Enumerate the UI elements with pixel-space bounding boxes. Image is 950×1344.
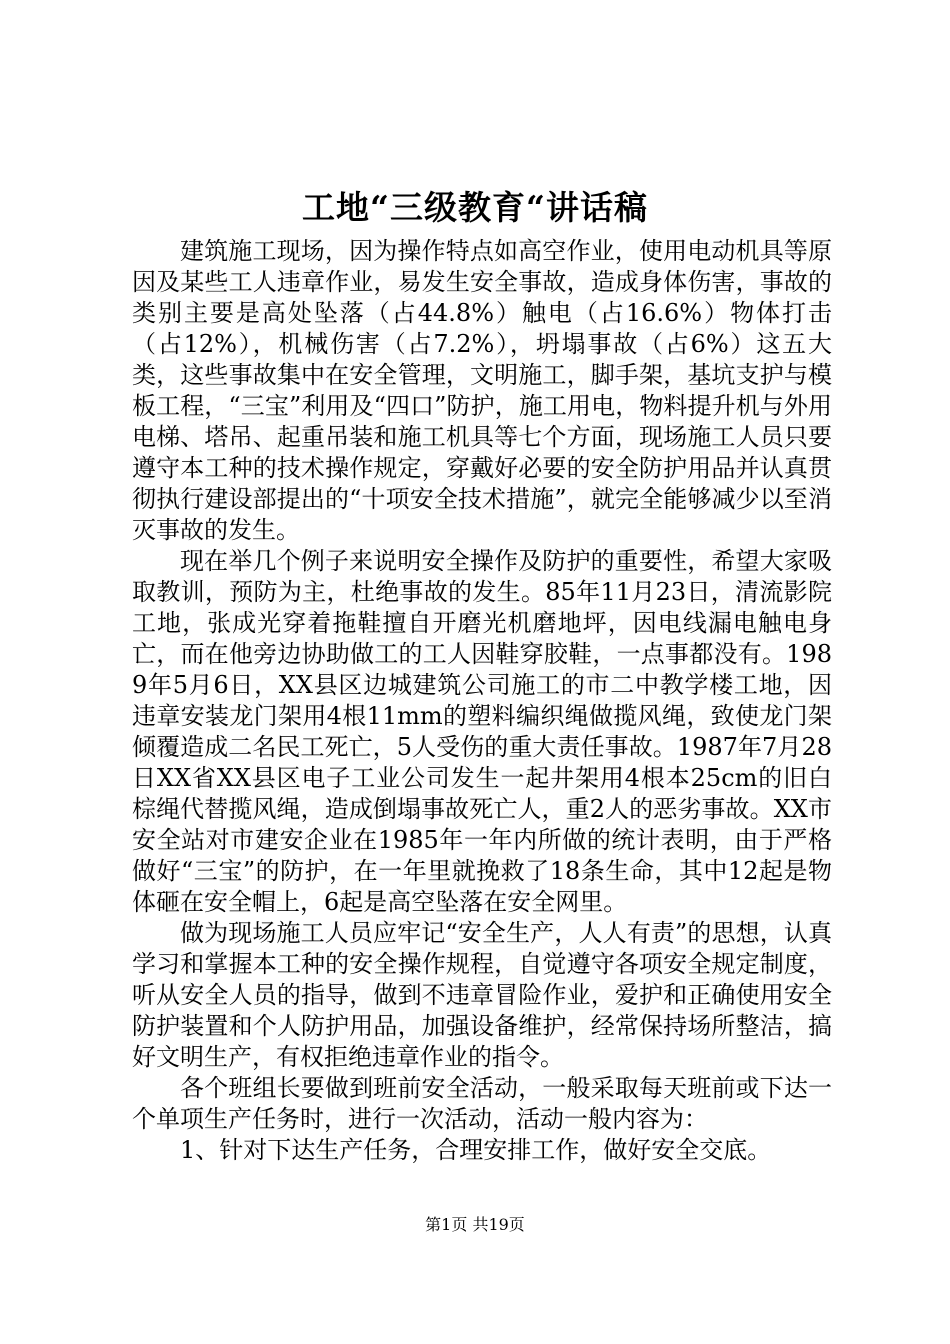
paragraph-accident-examples: 现在举几个例子来说明安全操作及防护的重要性，希望大家吸取教训，预防为主，杜绝事故的发生。85年11月23日，清流影院工地，张成光穿着拖鞋擅自开磨光机磨地坪，因电线漏电触电身亡，而在他旁边协助做工的工人因鞋穿胶鞋，一点事都没有。1989年5月6日，XX县区边城建筑公司施工的市二中教学楼工地，因违章安装龙门架用4根11mm的塑料编织绳做揽风绳，致使龙门架倾覆造成二名民工死亡，5人受伤的重大责任事故。1987年7月28日XX省XX县区电子工业公司发生一起井架用4根本25cm的旧白棕绳代替揽风绳，造成倒塌事故死亡人，重2人的恶劣事故。XX市安全站对市建安企业在1985年一年内所做的统计表明，由于严格做好“三宝”的防护，在一年里就挽救了18条生命，其中12起是物体砸在安全帽上，6起是高空坠落在安全网里。 [132,547,832,916]
page-footer: 第1页 共19页 [425,1215,525,1234]
paragraph-list-item-1: 1、针对下达生产任务，合理安排工作，做好安全交底。 [180,1136,772,1164]
document-body [132,236,832,1166]
paragraph-worker-responsibilities: 做为现场施工人员应牢记“安全生产，人人有责”的思想，认真学习和掌握本工种的安全操作规程，自觉遵守各项安全规定制度，听从安全人员的指导，做到不违章冒险作业，爱护和正确使用安全防护装置和个人防护用品，加强设备维护，经常保持场所整洁，搞好文明生产，有权拒绝违章作业的指令。 [132,919,832,1071]
document-title: 工地“三级教育“讲话稿 [302,188,648,227]
paragraph-accident-categories: 建筑施工现场，因为操作特点如高空作业，使用电动机具等原因及某些工人违章作业，易发生安全事故，造成身体伤害，事故的类别主要是高处坠落（占44.8%）触电（占16.6%）物体打击（占12%），机械伤害（占7.2%），坍塌事故（占6%）这五大类，这些事故集中在安全管理，文明施工，脚手架，基坑支护与模板工程，“三宝”利用及“四口”防护，施工用电，物料提升机与外用电梯、塔吊、起重吊装和施工机具等七个方面，现场施工人员只要遵守本工种的技术操作规定，穿戴好必要的安全防护用品并认真贯彻执行建设部提出的“十项安全技术措施”，就完全能够减少以至消灭事故的发生。 [132,237,832,544]
paragraph-team-leader-activities: 各个班组长要做到班前安全活动，一般采取每天班前或下达一个单项生产任务时，进行一次活动，活动一般内容为： [132,1074,832,1133]
